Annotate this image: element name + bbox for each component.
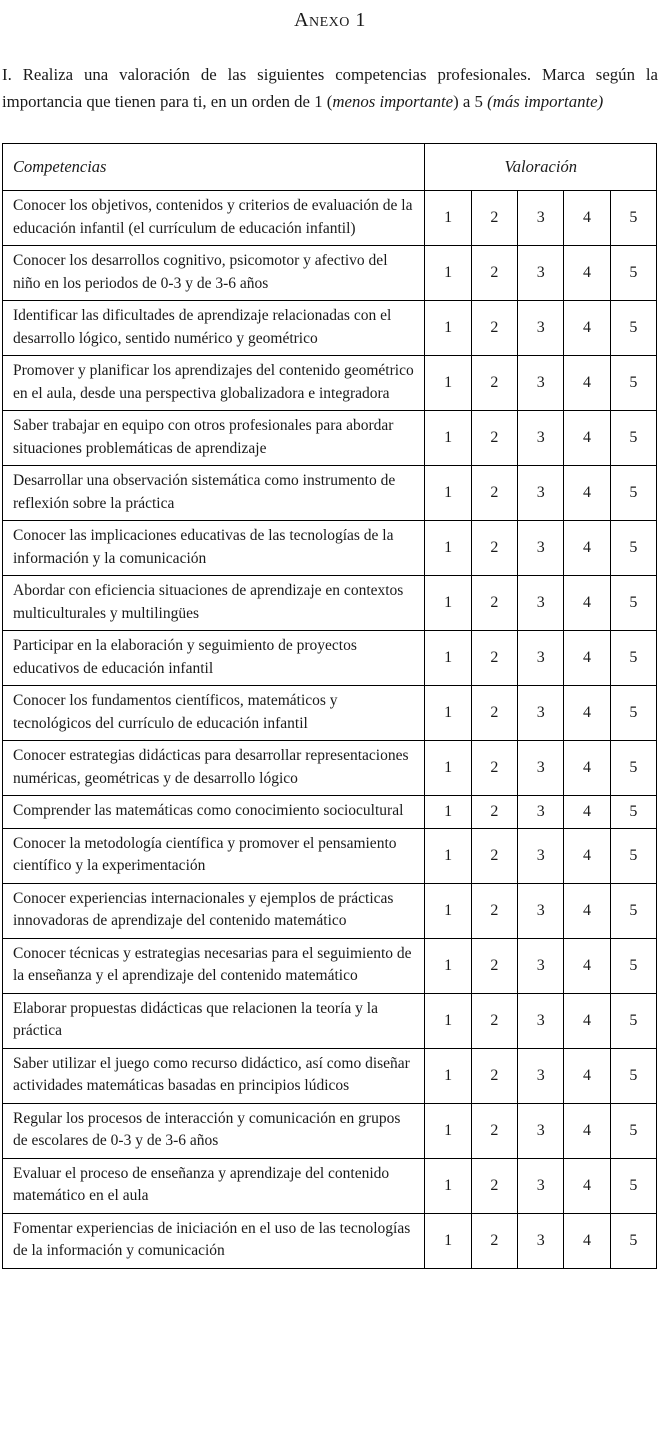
rating-cell: 4 [564,938,610,993]
valoracion-column-header: Valoración [425,144,657,191]
rating-cell: 5 [610,1048,656,1103]
table-row [3,938,657,993]
competency-cell: Fomentar experiencias de iniciación en el uso de las tecnologías de la información y comunicación [3,1213,425,1268]
rating-cell: 4 [564,411,610,466]
rating-cell: 1 [425,466,471,521]
rating-cell: 3 [518,796,564,829]
competency-cell: Conocer experiencias internacionales y ejemplos de prácticas innovadoras de aprendizaje del contenido matemático [3,883,425,938]
table-row [3,356,657,411]
rating-cell: 4 [564,741,610,796]
table-row [3,191,657,246]
rating-cell: 2 [471,828,517,883]
table-row [3,521,657,576]
rating-cell: 5 [610,246,656,301]
rating-cell: 3 [518,686,564,741]
rating-cell: 1 [425,993,471,1048]
table-row [3,883,657,938]
rating-cell: 5 [610,521,656,576]
rating-cell: 4 [564,1048,610,1103]
rating-cell: 5 [610,466,656,521]
rating-cell: 1 [425,741,471,796]
rating-cell: 5 [610,828,656,883]
rating-cell: 3 [518,246,564,301]
page-title: Anexo 1 [294,9,366,31]
rating-cell: 4 [564,1103,610,1158]
rating-cell: 1 [425,796,471,829]
rating-cell: 2 [471,356,517,411]
rating-cell: 4 [564,466,610,521]
table-row [3,631,657,686]
competency-cell: Conocer las implicaciones educativas de las tecnologías de la información y la comunicación [3,521,425,576]
rating-cell: 1 [425,1158,471,1213]
rating-cell: 3 [518,1103,564,1158]
rating-cell: 4 [564,631,610,686]
rating-cell: 4 [564,796,610,829]
table-row [3,1103,657,1158]
rating-cell: 1 [425,246,471,301]
rating-cell: 5 [610,796,656,829]
competency-cell: Conocer los objetivos, contenidos y criterios de evaluación de la educación infantil (el currículum de educación infantil) [3,191,425,246]
competency-table-body [3,191,657,1269]
rating-cell: 3 [518,1158,564,1213]
rating-cell: 4 [564,576,610,631]
rating-cell: 2 [471,883,517,938]
rating-cell: 1 [425,938,471,993]
rating-cell: 3 [518,1213,564,1268]
rating-cell: 1 [425,883,471,938]
table-row [3,1213,657,1268]
table-row [3,411,657,466]
rating-cell: 3 [518,191,564,246]
rating-cell: 1 [425,1048,471,1103]
rating-cell: 5 [610,301,656,356]
rating-cell: 5 [610,1158,656,1213]
competency-cell: Conocer estrategias didácticas para desarrollar representaciones numéricas, geométricas y de desarrollo lógico [3,741,425,796]
rating-cell: 3 [518,883,564,938]
competencias-column-header: Competencias [3,144,425,191]
rating-cell: 1 [425,1213,471,1268]
rating-cell: 3 [518,828,564,883]
rating-cell: 3 [518,741,564,796]
rating-cell: 2 [471,576,517,631]
rating-cell: 5 [610,1213,656,1268]
rating-cell: 5 [610,993,656,1048]
table-row [3,993,657,1048]
table-row [3,301,657,356]
table-header-row [3,144,657,191]
rating-cell: 1 [425,828,471,883]
rating-cell: 4 [564,301,610,356]
rating-cell: 2 [471,1158,517,1213]
competency-cell: Conocer técnicas y estrategias necesarias para el seguimiento de la enseñanza y el aprendizaje del contenido matemático [3,938,425,993]
instructions-italic-less-important: menos importante [332,92,454,111]
rating-cell: 4 [564,828,610,883]
rating-cell: 5 [610,741,656,796]
rating-cell: 3 [518,411,564,466]
competency-cell: Comprender las matemáticas como conocimiento sociocultural [3,796,425,829]
rating-cell: 2 [471,301,517,356]
rating-cell: 3 [518,466,564,521]
competency-cell: Conocer los fundamentos científicos, matemáticos y tecnológicos del currículo de educación infantil [3,686,425,741]
rating-cell: 5 [610,938,656,993]
rating-cell: 5 [610,883,656,938]
rating-cell: 2 [471,1213,517,1268]
rating-cell: 4 [564,191,610,246]
rating-cell: 1 [425,1103,471,1158]
rating-cell: 3 [518,938,564,993]
rating-cell: 2 [471,466,517,521]
competency-cell: Saber utilizar el juego como recurso didáctico, así como diseñar actividades matemáticas basadas en principios lúdicos [3,1048,425,1103]
competency-cell: Conocer los desarrollos cognitivo, psicomotor y afectivo del niño en los periodos de 0-3 y de 3-6 años [3,246,425,301]
rating-cell: 5 [610,1103,656,1158]
instructions-paragraph [2,61,658,115]
table-row [3,828,657,883]
rating-cell: 4 [564,521,610,576]
rating-cell: 2 [471,1103,517,1158]
rating-cell: 1 [425,191,471,246]
competency-cell: Regular los procesos de interacción y comunicación en grupos de escolares de 0-3 y de 3-6 años [3,1103,425,1158]
table-row [3,246,657,301]
competency-cell: Identificar las dificultades de aprendizaje relacionadas con el desarrollo lógico, sentido numérico y geométrico [3,301,425,356]
instructions-italic-more-important: (más importante) [487,92,604,111]
competency-cell: Evaluar el proceso de enseñanza y aprendizaje del contenido matemático en el aula [3,1158,425,1213]
rating-cell: 4 [564,993,610,1048]
rating-cell: 4 [564,356,610,411]
rating-cell: 1 [425,356,471,411]
rating-cell: 1 [425,576,471,631]
rating-cell: 1 [425,521,471,576]
competency-cell: Participar en la elaboración y seguimiento de proyectos educativos de educación infantil [3,631,425,686]
competency-cell: Abordar con eficiencia situaciones de aprendizaje en contextos multiculturales y multilingües [3,576,425,631]
rating-cell: 2 [471,631,517,686]
rating-cell: 4 [564,686,610,741]
table-row [3,576,657,631]
competency-cell: Conocer la metodología científica y promover el pensamiento científico y la experimentación [3,828,425,883]
rating-cell: 1 [425,411,471,466]
rating-cell: 2 [471,686,517,741]
rating-cell: 4 [564,883,610,938]
table-row [3,796,657,829]
rating-cell: 2 [471,796,517,829]
competency-cell: Desarrollar una observación sistemática como instrumento de reflexión sobre la práctica [3,466,425,521]
rating-cell: 2 [471,993,517,1048]
table-row [3,686,657,741]
rating-cell: 3 [518,1048,564,1103]
competency-cell: Saber trabajar en equipo con otros profesionales para abordar situaciones problemáticas de aprendizaje [3,411,425,466]
rating-cell: 2 [471,191,517,246]
table-header [3,144,657,191]
rating-cell: 2 [471,938,517,993]
rating-cell: 5 [610,191,656,246]
rating-cell: 3 [518,356,564,411]
rating-cell: 5 [610,411,656,466]
competency-cell: Promover y planificar los aprendizajes del contenido geométrico en el aula, desde una perspectiva globalizadora e integradora [3,356,425,411]
rating-cell: 2 [471,741,517,796]
rating-cell: 5 [610,356,656,411]
rating-cell: 4 [564,1213,610,1268]
rating-cell: 2 [471,246,517,301]
table-row [3,741,657,796]
rating-cell: 4 [564,1158,610,1213]
competency-rating-table [2,143,657,1269]
rating-cell: 3 [518,631,564,686]
rating-cell: 3 [518,993,564,1048]
rating-cell: 3 [518,301,564,356]
instructions-text-2: ) a 5 [453,92,488,111]
rating-cell: 2 [471,411,517,466]
rating-cell: 5 [610,631,656,686]
table-row [3,1048,657,1103]
rating-cell: 3 [518,521,564,576]
rating-cell: 1 [425,686,471,741]
rating-cell: 2 [471,1048,517,1103]
rating-cell: 1 [425,301,471,356]
rating-cell: 4 [564,246,610,301]
rating-cell: 3 [518,576,564,631]
rating-cell: 2 [471,521,517,576]
rating-cell: 1 [425,631,471,686]
instructions-text: I. Realiza una valoración de las siguientes competencias profesionales. Marca según la importancia que tienen para ti, en un orden de 1 ( [2,65,658,111]
rating-cell: 5 [610,686,656,741]
table-row [3,466,657,521]
table-row [3,1158,657,1213]
rating-cell: 5 [610,576,656,631]
competency-cell: Elaborar propuestas didácticas que relacionen la teoría y la práctica [3,993,425,1048]
